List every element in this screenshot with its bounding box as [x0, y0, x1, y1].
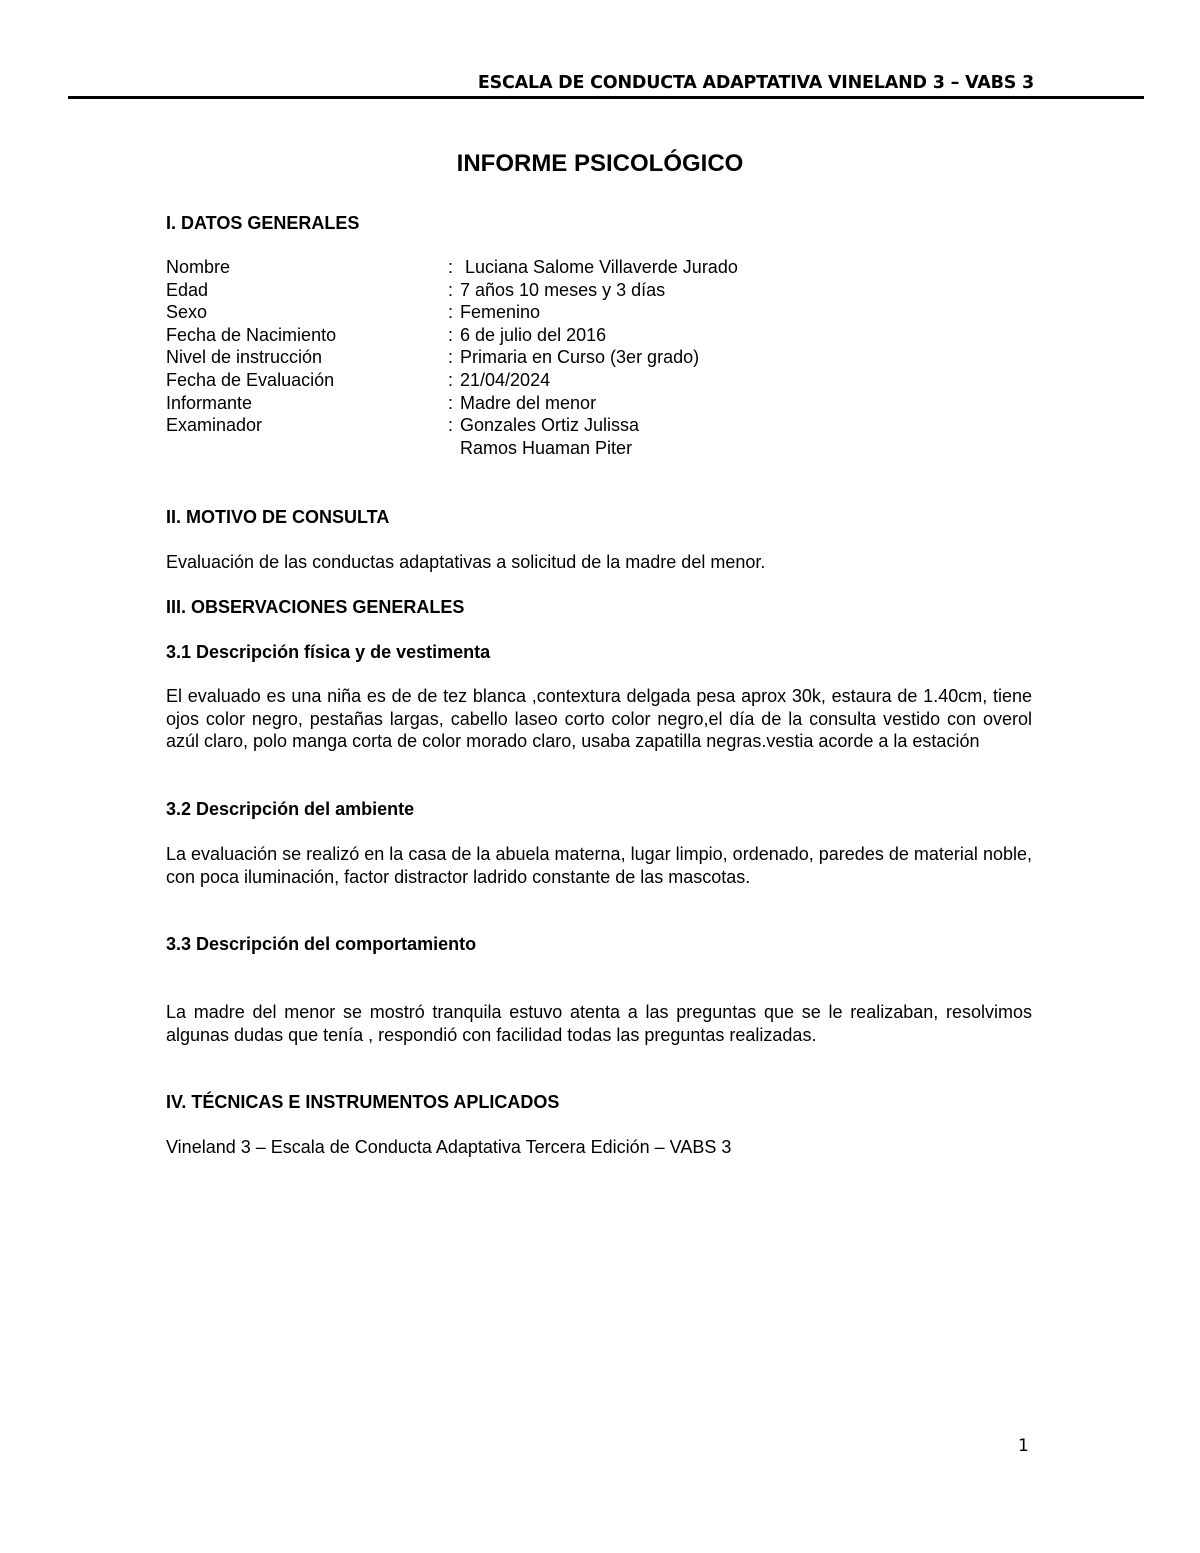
general-data-list: [166, 256, 1032, 459]
data-value: Femenino: [460, 302, 541, 323]
data-label: Fecha de Evaluación: [166, 369, 335, 390]
data-separator-empty: [448, 437, 460, 460]
data-value: Primaria en Curso (3er grado): [460, 347, 700, 368]
data-label: Examinador: [166, 415, 263, 436]
data-label-empty: [166, 437, 448, 460]
data-value: Ramos Huaman Piter: [460, 437, 633, 458]
data-row-fecha-nacimiento: [166, 324, 1032, 347]
subheading-descripcion-fisica: 3.1 Descripción física y de vestimenta: [166, 642, 491, 662]
section-heading-observaciones: III. OBSERVACIONES GENERALES: [166, 597, 465, 617]
data-label: Informante: [166, 392, 253, 413]
data-value: 21/04/2024: [460, 369, 551, 390]
data-separator: :: [448, 257, 454, 277]
running-header-title: ESCALA DE CONDUCTA ADAPTATIVA VINELAND 3 – VABS 3: [477, 73, 1034, 93]
data-label: Nivel de instrucción: [166, 347, 323, 368]
data-row-nombre: [166, 256, 1032, 279]
data-row-nivel-instruccion: [166, 346, 1032, 369]
descripcion-fisica-text: El evaluado es una niña es de de tez blanca ,contextura delgada pesa aprox 30k, estaura de 1.40cm, tiene ojos color negro, pestañas largas, cabello laseo corto color negro,el día de la consulta vestido con overol azúl claro, polo manga corta de color morado claro, usaba zapatilla negras.vestia acorde a la estación: [166, 686, 1032, 752]
data-separator: :: [448, 279, 454, 300]
data-separator: :: [448, 392, 454, 413]
data-row-examinador-extra: [166, 437, 1032, 460]
data-value: Madre del menor: [460, 392, 597, 413]
subheading-descripcion-comportamiento: 3.3 Descripción del comportamiento: [166, 934, 477, 954]
data-separator: :: [448, 324, 454, 345]
data-row-sexo: [166, 301, 1032, 324]
subheading-descripcion-ambiente: 3.2 Descripción del ambiente: [166, 799, 415, 819]
data-value: Gonzales Ortiz Julissa: [460, 415, 640, 436]
data-separator: :: [448, 369, 454, 390]
tecnicas-text: Vineland 3 – Escala de Conducta Adaptativa Tercera Edición – VABS 3: [166, 1137, 732, 1157]
data-value: Luciana Salome Villaverde Jurado: [460, 257, 738, 277]
data-separator: :: [448, 347, 454, 368]
descripcion-ambiente-text: La evaluación se realizó en la casa de la abuela materna, lugar limpio, ordenado, paredes de material noble, con poca iluminación, factor distractor ladrido constante de las mascotas.: [166, 844, 1032, 887]
section-heading-datos-generales: I. DATOS GENERALES: [166, 213, 360, 233]
section-heading-motivo: II. MOTIVO DE CONSULTA: [166, 507, 390, 527]
data-label: Nombre: [166, 257, 231, 277]
data-separator: :: [448, 415, 454, 436]
data-row-examinador: [166, 414, 1032, 437]
page-number: 1: [1018, 1436, 1029, 1456]
data-value: 7 años 10 meses y 3 días: [460, 279, 666, 300]
motivo-text: Evaluación de las conductas adaptativas a solicitud de la madre del menor.: [166, 552, 766, 572]
data-row-edad: [166, 279, 1032, 302]
data-value: 6 de julio del 2016: [460, 324, 607, 345]
data-separator: :: [448, 302, 454, 323]
data-label: Sexo: [166, 302, 208, 323]
data-label: Edad: [166, 279, 209, 300]
section-heading-tecnicas: IV. TÉCNICAS E INSTRUMENTOS APLICADOS: [166, 1092, 560, 1112]
header-rule-thin: [68, 98, 1144, 99]
data-label: Fecha de Nacimiento: [166, 324, 337, 345]
data-row-fecha-evaluacion: [166, 369, 1032, 392]
descripcion-comportamiento-text: La madre del menor se mostró tranquila estuvo atenta a las preguntas que se le realizaban, resolvimos algunas dudas que tenía , respondió con facilidad todas las preguntas realizadas.: [166, 1002, 1032, 1045]
report-title: INFORME PSICOLÓGICO: [456, 150, 744, 177]
data-row-informante: [166, 392, 1032, 415]
